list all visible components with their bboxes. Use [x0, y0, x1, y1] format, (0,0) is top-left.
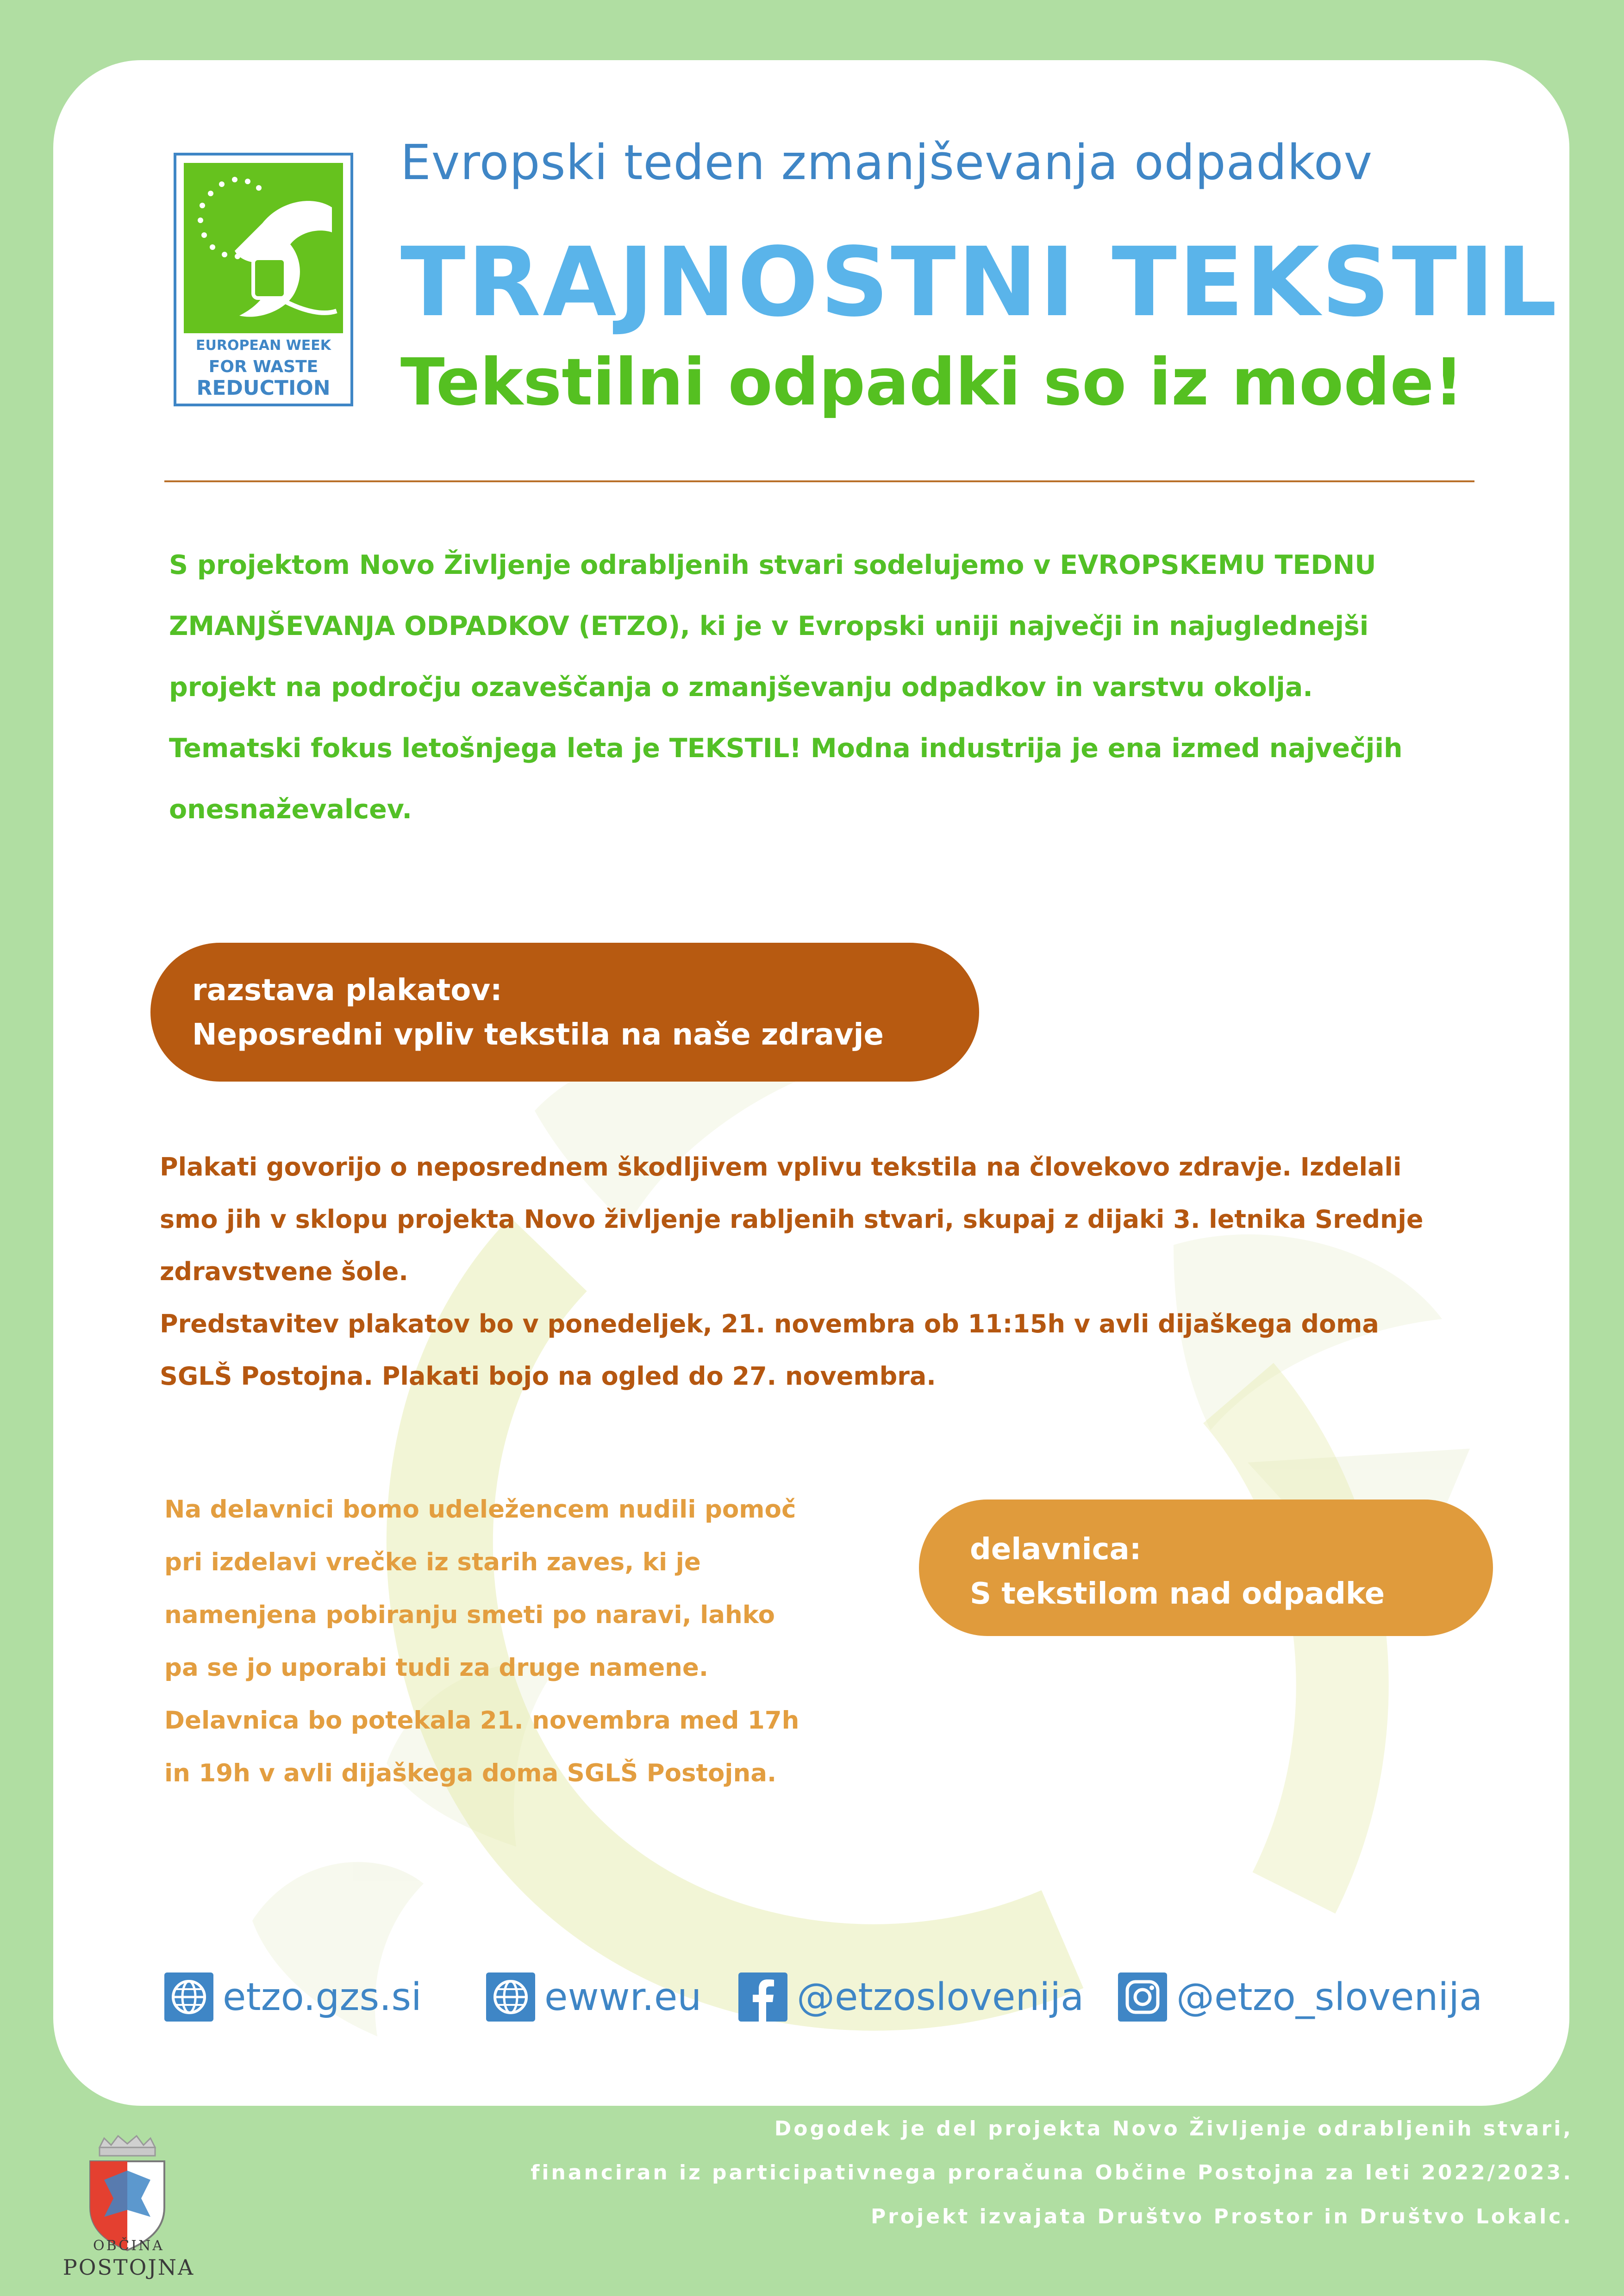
exhibition-title: Neposredni vpliv tekstila na naše zdravje: [192, 1018, 884, 1052]
intro-paragraph: [169, 535, 1465, 840]
intro-line: Tematski fokus letošnjega leta je TEKSTIL! Modna industrija je ena izmed največjih: [169, 733, 1403, 764]
municipality-name: POSTOJNA: [62, 2255, 195, 2280]
exhibition-line: SGLŠ Postojna. Plakati bojo na ogled do 27. novembra.: [160, 1362, 936, 1391]
intro-line: onesnaževalcev.: [169, 794, 412, 825]
workshop-line: Delavnica bo potekala 21. novembra med 17h: [164, 1706, 800, 1735]
exhibition-label: razstava plakatov:: [192, 973, 502, 1008]
link-text: @etzo_slovenija: [1176, 1975, 1483, 2019]
globe-icon: [486, 1972, 535, 2022]
page-title: TRAJNOSTNI TEKSTIL: [400, 227, 1559, 338]
link-text: ewwr.eu: [544, 1975, 702, 2019]
link-text: @etzoslovenija: [797, 1975, 1084, 2019]
globe-icon: [164, 1972, 213, 2022]
workshop-line: namenjena pobiranju smeti po naravi, lahko: [164, 1601, 775, 1629]
intro-line: S projektom Novo Življenje odrabljenih stvari sodelujemo v EVROPSKEMU TEDNU: [169, 550, 1376, 580]
footer-line: financiran iz participativnega proračuna Občine Postojna za leti 2022/2023.: [531, 2161, 1573, 2184]
workshop-line: pa se jo uporabi tudi za druge namene.: [164, 1654, 708, 1682]
workshop-line: in 19h v avli dijaškega doma SGLŠ Postojna.: [164, 1759, 777, 1787]
workshop-line: Na delavnici bomo udeležencem nudili pomoč: [164, 1495, 796, 1524]
exhibition-badge: [150, 943, 979, 1082]
poster-card: [53, 60, 1569, 2106]
facebook-link[interactable]: [738, 1969, 1084, 2025]
ewwr-logo-graphic: [184, 163, 343, 333]
workshop-label: delavnica:: [970, 1532, 1142, 1567]
intro-line: projekt na področju ozaveščanja o zmanjševanju odpadkov in varstvu okolja.: [169, 672, 1313, 703]
exhibition-line: Plakati govorijo o neposrednem škodljivem vplivu tekstila na človekovo zdravje. Izdelali: [160, 1152, 1402, 1182]
etzo-website-link[interactable]: [164, 1969, 422, 2025]
footer-line: Projekt izvajata Društvo Prostor in Društvo Lokalc.: [870, 2205, 1573, 2228]
link-text: etzo.gzs.si: [223, 1975, 422, 2019]
footer-funding-note: [531, 2107, 1573, 2239]
exhibition-paragraph: [160, 1141, 1479, 1402]
footer-line: Dogodek je del projekta Novo Življenje odrabljenih stvari,: [774, 2117, 1573, 2140]
instagram-link[interactable]: [1118, 1969, 1482, 2025]
logo-line-2: FOR WASTE: [208, 357, 319, 376]
ewwr-website-link[interactable]: [486, 1969, 701, 2025]
instagram-icon: [1118, 1972, 1167, 2022]
hand-bin-icon: [184, 163, 343, 333]
logo-line-3: REDUCTION: [196, 376, 331, 400]
event-subtitle: Evropski teden zmanjševanja odpadkov: [400, 134, 1373, 191]
workshop-badge: [919, 1500, 1493, 1636]
exhibition-line: zdravstvene šole.: [160, 1257, 408, 1286]
exhibition-line: Predstavitev plakatov bo v ponedeljek, 21. novembra ob 11:15h v avli dijaškega doma: [160, 1309, 1379, 1338]
municipality-label: [55, 2238, 203, 2280]
header-divider: [164, 480, 1474, 482]
intro-line: ZMANJŠEVANJA ODPADKOV (ETZO), ki je v Evropski uniji največji in najuglednejši: [169, 611, 1369, 641]
logo-line-1: EUROPEAN WEEK: [195, 337, 331, 354]
slogan: Tekstilni odpadki so iz mode!: [400, 345, 1464, 420]
logo-caption: [181, 335, 346, 399]
municipality-small-label: OBČINA: [93, 2238, 164, 2254]
facebook-icon: [738, 1972, 787, 2022]
exhibition-line: smo jih v sklopu projekta Novo življenje rabljenih stvari, skupaj z dijaki 3. letnika Srednje: [160, 1205, 1424, 1234]
workshop-line: pri izdelavi vrečke iz starih zaves, ki je: [164, 1548, 701, 1576]
workshop-paragraph: [164, 1483, 887, 1800]
ewwr-logo: [174, 153, 353, 406]
workshop-title: S tekstilom nad odpadke: [970, 1577, 1385, 1611]
